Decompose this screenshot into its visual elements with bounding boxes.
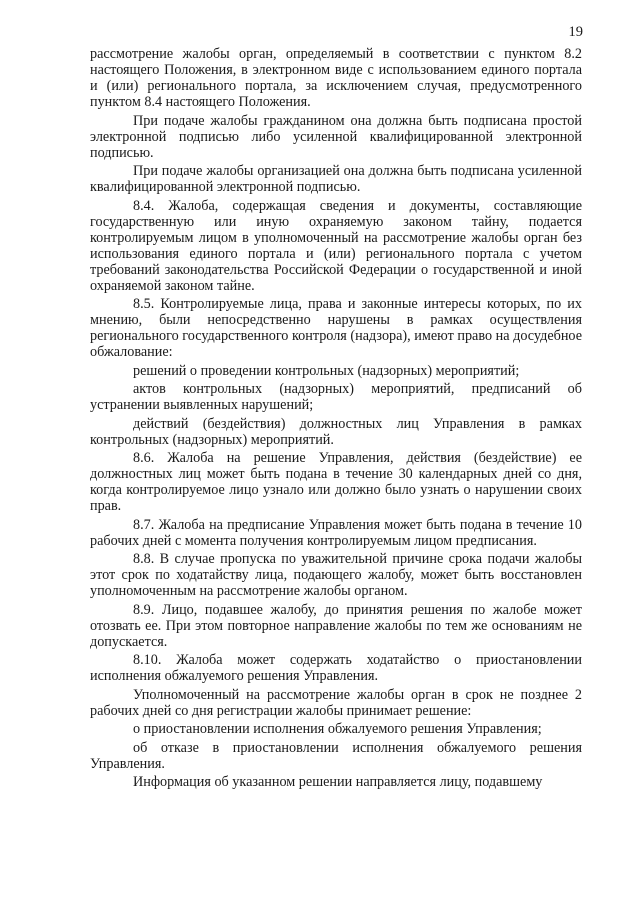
paragraph-8-6: 8.6. Жалоба на решение Управления, действия (бездействие) ее должностных лиц может быть подана в течение 30 календарных дней со дня, когда контролируемое лицо узнало или должно было узнать о нарушении своих прав. <box>90 450 582 514</box>
paragraph-8-9: 8.9. Лицо, подавшее жалобу, до принятия решения по жалобе может отозвать ее. При этом повторное направление жалобы по тем же основаниям не допускается. <box>90 601 582 650</box>
paragraph-citizen-signature: При подаче жалобы гражданином она должна быть подписана простой электронной подписью либо усиленной квалифицированной электронной подписью. <box>90 112 582 161</box>
paragraph-8-7: 8.7. Жалоба на предписание Управления может быть подана в течение 10 рабочих дней с момента получения контролируемым лицом предписания. <box>90 516 582 549</box>
list-item-suspension: о приостановлении исполнения обжалуемого решения Управления; <box>133 721 542 737</box>
page-number: 19 <box>568 24 583 40</box>
paragraph-8-5: 8.5. Контролируемые лица, права и законные интересы которых, по их мнению, были непосредственно нарушены в рамках осуществления регионального государственного контроля (надзора), имеют право на досудебное обжалование: <box>90 296 582 360</box>
list-item-actions: действий (бездействия) должностных лиц Управления в рамках контрольных (надзорных) мероприятий. <box>90 415 582 448</box>
list-item-refusal: об отказе в приостановлении исполнения обжалуемого решения Управления. <box>90 739 582 772</box>
list-item-acts: актов контрольных (надзорных) мероприятий, предписаний об устранении выявленных нарушений; <box>90 381 582 413</box>
paragraph-decision-deadline: Уполномоченный на рассмотрение жалобы орган в срок не позднее 2 рабочих дней со дня регистрации жалобы принимает решение: <box>90 686 582 719</box>
paragraph-information: Информация об указанном решении направляется лицу, подавшему <box>133 774 543 790</box>
paragraph-organization-signature: При подаче жалобы организацией она должна быть подписана усиленной квалифицированной электронной подписью. <box>90 163 582 195</box>
paragraph-8-10: 8.10. Жалоба может содержать ходатайство о приостановлении исполнения обжалуемого решения Управления. <box>90 652 582 684</box>
list-item-decisions: решений о проведении контрольных (надзорных) мероприятий; <box>133 362 520 379</box>
paragraph-8-4: 8.4. Жалоба, содержащая сведения и документы, составляющие государственную или иную охраняемую законом тайну, подается контролируемым лицом в уполномоченный на рассмотрение жалобы орган без использования единого портала и (или) регионального портала с учетом требований законодательства Российской Федерации о государственной и иной охраняемой законом тайне. <box>90 197 582 294</box>
body-text <box>90 46 582 793</box>
paragraph-continuation: рассмотрение жалобы орган, определяемый в соответствии с пунктом 8.2 настоящего Положения, в электронном виде с использованием единого портала и (или) регионального портала, за исключением случая, предусмотренного пунктом 8.4 настоящего Положения. <box>90 46 582 110</box>
paragraph-8-8: 8.8. В случае пропуска по уважительной причине срока подачи жалобы этот срок по ходатайству лица, подающего жалобу, может быть восстановлен уполномоченным на рассмотрение жалобы органом. <box>90 551 582 599</box>
